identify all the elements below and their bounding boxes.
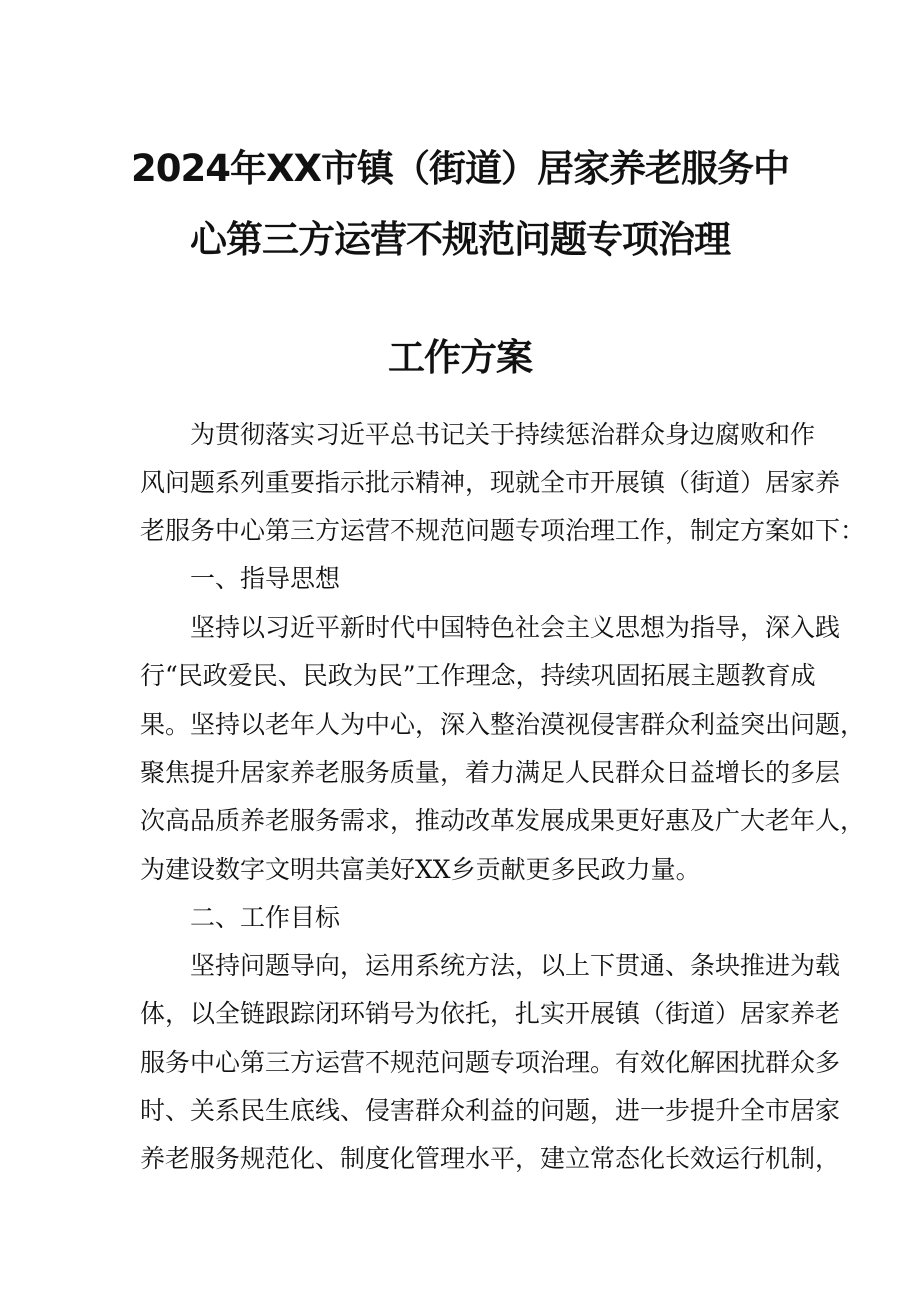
section-1-line-6: 为建设数字文明共富美好XX乡贡献更多民政力量。: [140, 855, 701, 884]
section-1-line-2: 行“民政爱民、民政为民”工作理念，持续巩固拓展主题教育成: [140, 661, 816, 690]
section-2-line-3: 服务中心第三方运营不规范问题专项治理。有效化解困扰群众多: [140, 1048, 841, 1077]
intro-line-3: 老服务中心第三方运营不规范问题专项治理工作，制定方案如下：: [140, 516, 866, 545]
section-2-heading: 二、工作目标: [190, 903, 341, 932]
section-2-line-1: 坚持问题导向，运用系统方法，以上下贯通、条块推进为载: [190, 951, 841, 980]
section-1-line-3: 果。坚持以老年人为中心，深入整治漠视侵害群众利益突出问题，: [140, 710, 866, 739]
section-1-line-4: 聚焦提升居家养老服务质量，着力满足人民群众日益增长的多层: [140, 758, 841, 787]
document-title-line-1: 2024年XX市镇（街道）居家养老服务中: [130, 147, 790, 190]
section-1-line-5: 次高品质养老服务需求，推动改革发展成果更好惠及广大老年人，: [140, 806, 866, 835]
section-2-line-2: 体，以全链跟踪闭环销号为依托，扎实开展镇（街道）居家养老: [140, 999, 841, 1028]
section-1-heading: 一、指导思想: [190, 564, 341, 593]
intro-line-1: 为贯彻落实习近平总书记关于持续惩治群众身边腐败和作: [190, 420, 816, 449]
section-2-line-4: 时、关系民生底线、侵害群众利益的问题，进一步提升全市居家: [140, 1096, 841, 1125]
document-title-line-2: 心第三方运营不规范问题专项治理: [190, 218, 730, 261]
document-title-line-3: 工作方案: [388, 336, 532, 379]
section-2-line-5: 养老服务规范化、制度化管理水平，建立常态化长效运行机制，: [140, 1144, 841, 1173]
section-1-line-1: 坚持以习近平新时代中国特色社会主义思想为指导，深入践: [190, 613, 841, 642]
intro-line-2: 风问题系列重要指示批示精神，现就全市开展镇（街道）居家养: [140, 468, 841, 497]
